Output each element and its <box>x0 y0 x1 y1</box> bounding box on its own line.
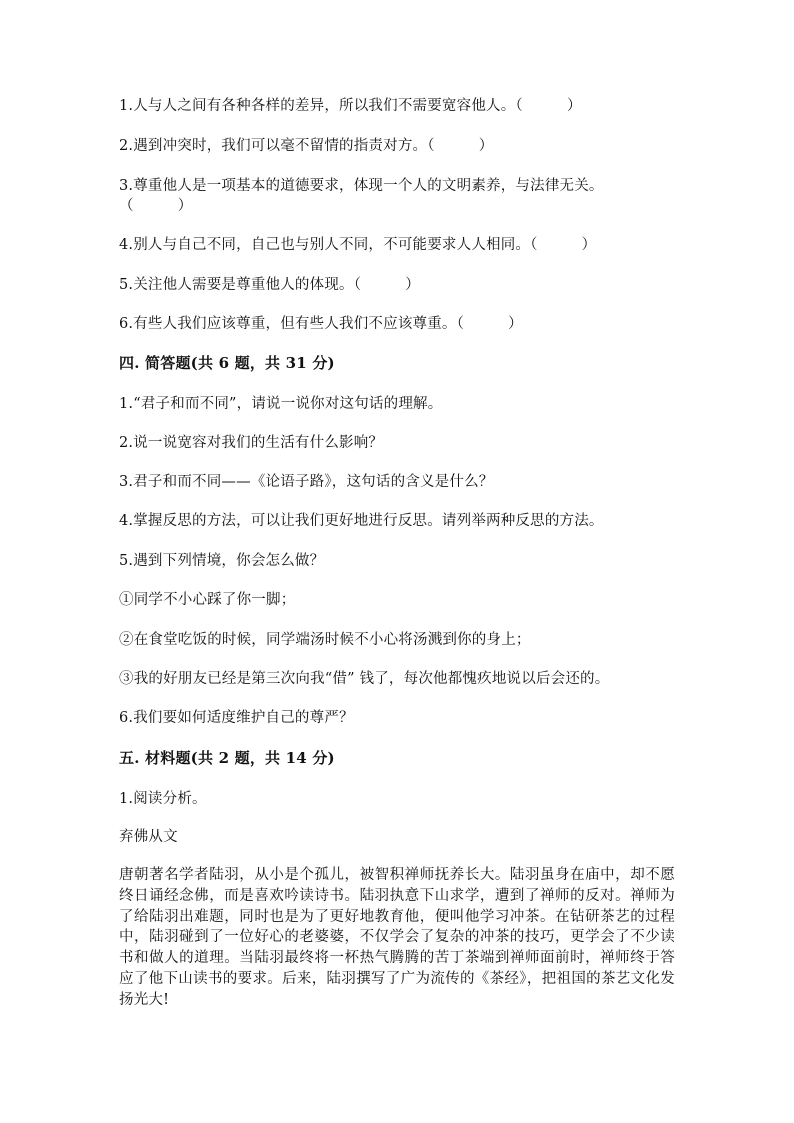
judgement-item-1: 1.人与人之间有各种各样的差异，所以我们不需要宽容他人。（ ） <box>119 98 582 114</box>
judgement-item-6: 6.有些人我们应该尊重，但有些人我们不应该尊重。（ ） <box>119 316 523 332</box>
section-4-heading: 四. 简答题(共 6 题，共 31 分) <box>119 354 335 372</box>
scenario-1: ①同学不小心踩了你一脚； <box>119 592 296 608</box>
judgement-item-4: 4.别人与自己不同，自己也与别人不同，不可能要求人人相同。（ ） <box>119 237 597 253</box>
story-paragraph: 唐朝著名学者陆羽，从小是个孤儿，被智积禅师抚养长大。陆羽虽身在庙中，却不愿终日诵经念佛，而是喜欢吟读诗书。陆羽执意下山求学，遭到了禅师的反对。禅师为了给陆羽出难题，同时也是为了更好地教育他，便叫他学习冲茶。在钻研茶艺的过程中，陆羽碰到了一位好心的老婆婆，不仅学会了复杂的冲茶的技巧，更学会了不少读书和做人的道理。当陆羽最终将一杯热气腾腾的苦丁茶端到禅师面前时，禅师终于答应了他下山读书的要求。后来，陆羽撰写了广为流传的《茶经》，把祖国的茶艺文化发扬光大! <box>119 867 675 1008</box>
short-answer-item-6: 6.我们要如何适度维护自己的尊严？ <box>119 710 354 726</box>
judgement-item-3: 3.尊重他人是一项基本的道德要求，体现一个人的文明素养，与法律无关。 <box>119 178 604 194</box>
judgement-item-3-answer-blank: （ ） <box>119 198 193 214</box>
short-answer-item-2: 2.说一说宽容对我们的生活有什么影响？ <box>119 435 384 451</box>
short-answer-item-4: 4.掌握反思的方法，可以让我们更好地进行反思。请列举两种反思的方法。 <box>119 513 604 529</box>
material-item-1: 1.阅读分析。 <box>119 791 207 807</box>
story-title: 弃佛从文 <box>119 829 178 845</box>
short-answer-item-5: 5.遇到下列情境，你会怎么做？ <box>119 553 325 569</box>
short-answer-item-3: 3.君子和而不同——《论语子路》，这句话的含义是什么？ <box>119 474 494 490</box>
judgement-item-2: 2.遇到冲突时，我们可以毫不留情的指责对方。（ ） <box>119 138 494 154</box>
scenario-3: ③我的好朋友已经是第三次向我“借” 钱了，每次他都愧疚地说以后会还的。 <box>119 671 610 687</box>
judgement-item-5: 5.关注他人需要是尊重他人的体现。（ ） <box>119 277 420 293</box>
short-answer-item-1: 1.“君子和而不同”，请说一说你对这句话的理解。 <box>119 396 443 412</box>
scenario-2: ②在食堂吃饭的时候，同学端汤时候不小心将汤溅到你的身上； <box>119 632 531 648</box>
section-5-heading: 五. 材料题(共 2 题，共 14 分) <box>119 749 335 767</box>
